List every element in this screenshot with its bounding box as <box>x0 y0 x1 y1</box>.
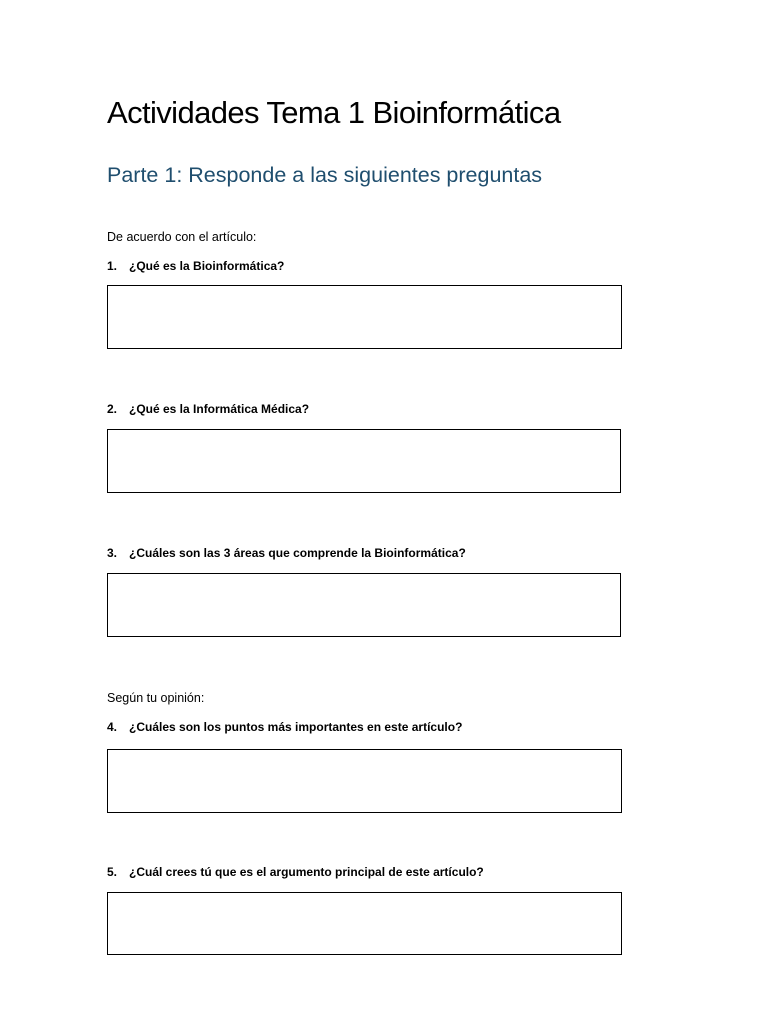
answer-box-1[interactable] <box>107 285 622 349</box>
intro-opinion-label: Según tu opinión: <box>107 691 205 705</box>
question-5 <box>107 863 484 881</box>
question-2-text: ¿Qué es la Informática Médica? <box>129 402 310 416</box>
question-5-number: 5. <box>107 865 118 879</box>
question-1-text: ¿Qué es la Bioinformática? <box>129 259 285 273</box>
question-1-number: 1. <box>107 259 118 273</box>
question-4-text: ¿Cuáles son los puntos más importantes en este artículo? <box>129 720 463 734</box>
question-5-text: ¿Cuál crees tú que es el argumento principal de este artículo? <box>129 865 484 879</box>
question-1 <box>107 257 284 275</box>
question-3-number: 3. <box>107 546 118 560</box>
answer-box-2[interactable] <box>107 429 621 493</box>
answer-box-3[interactable] <box>107 573 621 637</box>
question-4-number: 4. <box>107 720 118 734</box>
question-3-text: ¿Cuáles son las 3 áreas que comprende la Bioinformática? <box>129 546 466 560</box>
page-title: Actividades Tema 1 Bioinformática <box>107 95 561 130</box>
question-4 <box>107 718 462 736</box>
answer-box-5[interactable] <box>107 892 622 955</box>
question-2 <box>107 400 309 418</box>
section-heading: Parte 1: Responde a las siguientes preguntas <box>107 163 543 187</box>
intro-article-label: De acuerdo con el artículo: <box>107 230 257 244</box>
answer-box-4[interactable] <box>107 749 622 813</box>
question-3 <box>107 544 466 562</box>
question-2-number: 2. <box>107 402 118 416</box>
